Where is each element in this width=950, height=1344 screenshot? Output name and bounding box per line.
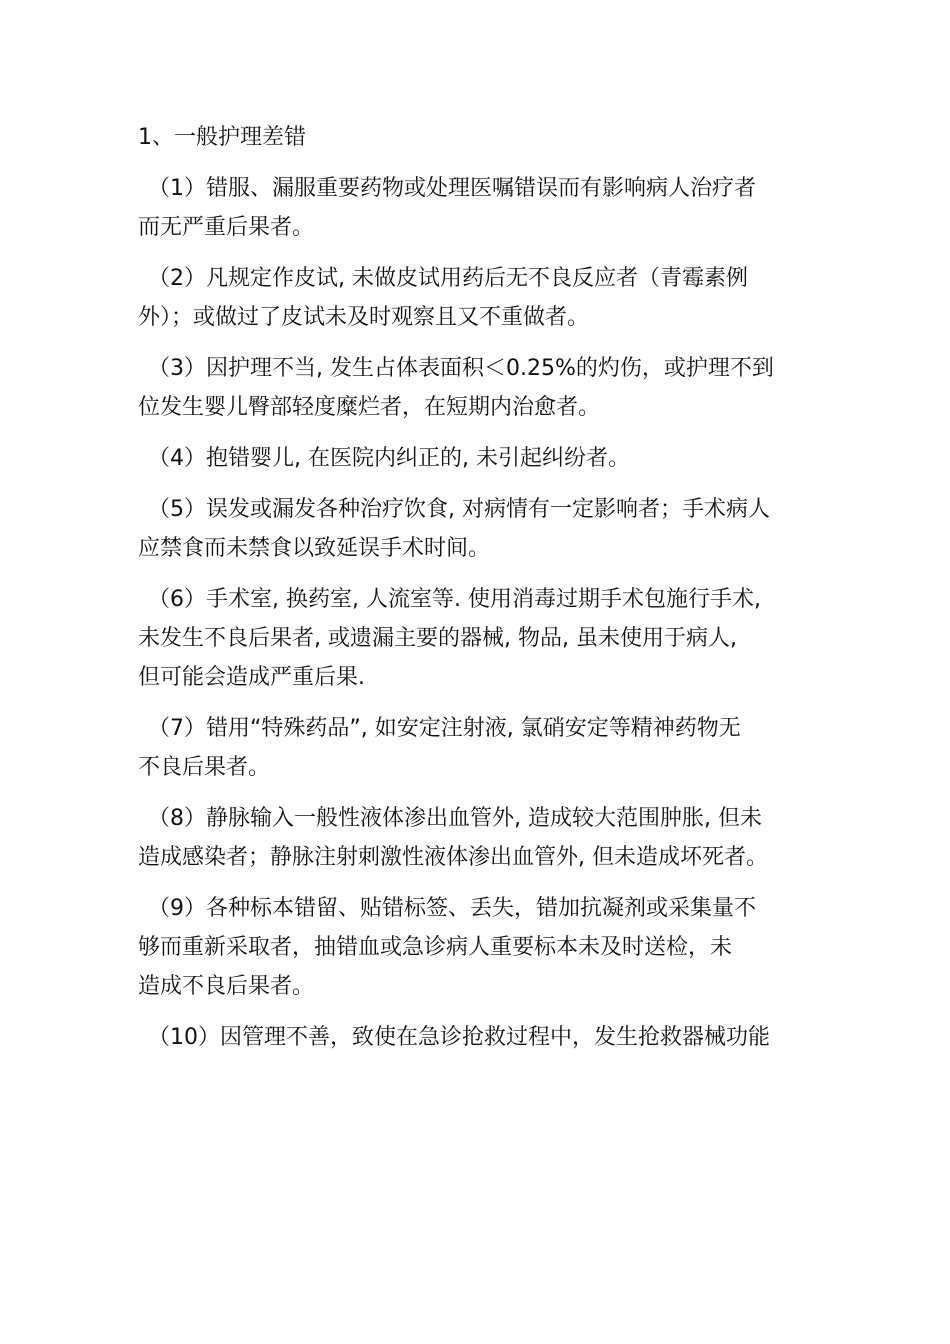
item-line: （9）各种标本错留、贴错标签、丢失，错加抗凝剂或采集量不: [148, 896, 756, 921]
item-line: （6）手术室, 换药室, 人流室等. 使用消毒过期手术包施行手术,: [148, 587, 761, 612]
item-line: 但可能会造成严重后果.: [138, 665, 365, 690]
list-item: [138, 490, 828, 568]
list-item: [138, 709, 828, 787]
item-line: （2）凡规定作皮试, 未做皮试用药后无不良反应者（青霉素例: [148, 266, 748, 291]
item-line: 造成感染者；静脉注射刺激性液体渗出血管外, 但未造成坏死者。: [138, 845, 768, 870]
list-item: [138, 259, 828, 337]
item-line: 外）；或做过了皮试未及时观察且又不重做者。: [138, 305, 590, 330]
item-line: 应禁食而未禁食以致延误手术时间。: [138, 536, 491, 561]
list-item: [138, 580, 828, 697]
item-line: 造成不良后果者。: [138, 974, 315, 999]
item-line: 未发生不良后果者, 或遗漏主要的器械, 物品, 虽未使用于病人,: [138, 626, 737, 651]
list-item: [138, 349, 828, 427]
list-item: [138, 889, 828, 1006]
item-line: 不良后果者。: [138, 755, 271, 780]
item-list: [138, 169, 828, 1057]
item-line: 够而重新采取者，抽错血或急诊病人重要标本未及时送检，未: [138, 935, 733, 960]
item-line: （4）抱错婴儿, 在医院内纠正的, 未引起纠纷者。: [148, 446, 630, 471]
list-item: [138, 1018, 828, 1057]
item-line: （5）误发或漏发各种治疗饮食, 对病情有一定影响者；手术病人: [148, 497, 770, 522]
list-item: [138, 439, 828, 478]
item-line: （10）因管理不善，致使在急诊抢救过程中，发生抢救器械功能: [148, 1025, 770, 1050]
item-line: 位发生婴儿臀部轻度糜烂者，在短期内治愈者。: [138, 395, 601, 420]
item-line: （7）错用“特殊药品”, 如安定注射液, 氯硝安定等精神药物无: [148, 716, 741, 741]
document-body: [138, 118, 828, 1069]
item-line: （3）因护理不当, 发生占体表面积＜0.25%的灼伤，或护理不到: [148, 356, 774, 381]
list-item: [138, 169, 828, 247]
item-line: 而无严重后果者。: [138, 215, 315, 240]
item-line: （1）错服、漏服重要药物或处理医嘱错误而有影响病人治疗者: [148, 176, 756, 201]
section-heading: 1、一般护理差错: [138, 125, 306, 150]
list-item: [138, 799, 828, 877]
item-line: （8）静脉输入一般性液体渗出血管外, 造成较大范围肿胀, 但未: [148, 806, 762, 831]
